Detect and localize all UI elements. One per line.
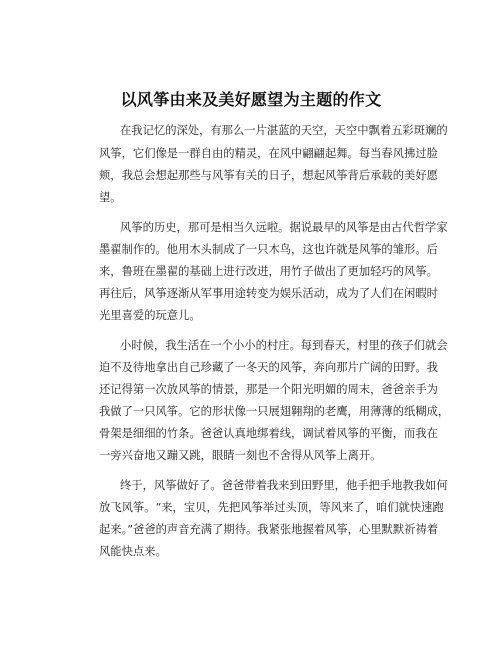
paragraph-line: 来，鲁班在墨翟的基础上进行改进，用竹子做出了更加轻巧的风筝。 (99, 265, 438, 278)
paragraph-line: 终于，风筝做好了。爸爸带着我来到田野里，他手把手地教我如何 (120, 479, 448, 492)
paragraph-line: 我做了一只风筝。它的形状像一只展翅翱翔的老鹰，用薄薄的纸糊成， (99, 405, 450, 418)
paragraph-line: 风筝的历史，那可是相当久远啦。据说最早的风筝是由古代哲学家 (120, 221, 448, 234)
paragraph-line: 还记得第一次放风筝的情景，那是一个阳光明媚的周末，爸爸亲手为 (99, 383, 438, 396)
document-title: 以风筝由来及美好愿望为主题的作文 (120, 90, 382, 109)
paragraph-line: 在我记忆的深处，有那么一片湛蓝的天空，天空中飘着五彩斑斓的 (120, 124, 448, 137)
paragraph-line: 迫不及待地拿出自己珍藏了一冬天的风筝，奔向那片广阔的田野。我 (99, 361, 438, 374)
paragraph-line: 光里喜爱的玩意儿。 (99, 309, 201, 322)
paragraph-line: 放飞风筝。“来，宝贝，先把风筝举过头顶，等风来了，咱们就快速跑 (99, 501, 444, 514)
paragraph-line: 一旁兴奋地又蹦又跳，眼睛一刻也不舍得从风筝上离开。 (99, 449, 382, 462)
paragraph-line: 颊，我总会想起那些与风筝有关的日子，想起风筝背后承载的美好愿 (99, 169, 438, 182)
paragraph-line: 风能快点来。 (99, 545, 167, 558)
paragraph-line: 骨架是细细的竹条。爸爸认真地绑着线，调试着风筝的平衡，而我在 (99, 427, 438, 440)
paragraph-line: 望。 (99, 191, 122, 204)
paragraph-line: 风筝，它们像是一群自由的精灵，在风中翩翩起舞。每当春风拂过脸 (99, 147, 438, 160)
paragraph-line: 小时候，我生活在一个小小的村庄。每到春天，村里的孩子们就会 (120, 339, 448, 352)
paragraph-line: 再往后，风筝逐渐从军事用途转变为娱乐活动，成为了人们在闲暇时 (99, 287, 438, 300)
paragraph-line: 起来。”爸爸的声音充满了期待。我紧张地握着风筝，心里默默祈祷着 (99, 523, 439, 536)
paragraph-line: 墨翟制作的。他用木头制成了一只木鸟，这也许就是风筝的雏形。后 (99, 243, 438, 256)
